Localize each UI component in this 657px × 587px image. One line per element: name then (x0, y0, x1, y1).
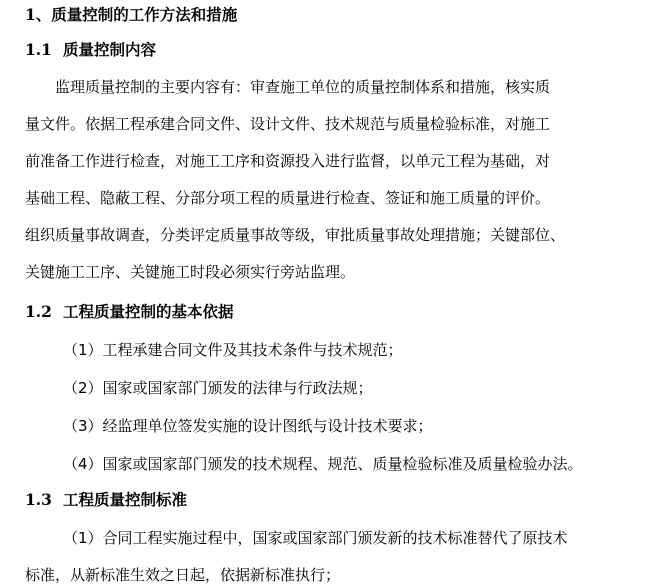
paragraph-line: 监理质量控制的主要内容有：审查施工单位的质量控制体系和措施，核实质 (55, 78, 551, 96)
section-1-2-heading (25, 302, 234, 322)
list-item: （3）经监理单位签发实施的设计图纸与设计技术要求； (63, 417, 433, 435)
section-1-3-heading (25, 490, 187, 510)
paragraph-line: 前准备工作进行检查，对施工工序和资源投入进行监督，以单元工程为基础，对 (25, 152, 551, 170)
list-item: （4）国家或国家部门颁发的技术规程、规范、质量检验标准及质量检验办法。 (63, 455, 583, 473)
section-number: 1.2 (25, 302, 52, 321)
section-1-1-heading (25, 40, 156, 60)
paragraph-line: 基础工程、隐蔽工程、分部分项工程的质量进行检查、签证和施工质量的评价。 (25, 189, 551, 207)
paragraph-line: （1）合同工程实施过程中，国家或国家部门颁发新的技术标准替代了原技术 (63, 529, 568, 547)
section-number: 1.3 (25, 490, 52, 509)
list-item: （2）国家或国家部门颁发的法律与行政法规； (63, 379, 373, 397)
heading-1: 1、质量控制的工作方法和措施 (25, 5, 238, 24)
paragraph-line: 量文件。依据工程承建合同文件、设计文件、技术规范与质量检验标准，对施工 (25, 115, 551, 133)
paragraph-line: 标准，从新标准生效之日起，依据新标准执行； (25, 566, 341, 584)
paragraph-line: 组织质量事故调查，分类评定质量事故等级，审批质量事故处理措施；关键部位、 (25, 226, 566, 244)
section-title: 工程质量控制标准 (63, 490, 188, 509)
section-number: 1.1 (25, 40, 52, 59)
paragraph-line: 关键施工工序、关键施工时段必须实行旁站监理。 (25, 263, 356, 281)
list-item: （1）工程承建合同文件及其技术条件与技术规范； (63, 341, 403, 359)
section-title: 质量控制内容 (63, 40, 157, 59)
section-title: 工程质量控制的基本依据 (63, 302, 234, 321)
